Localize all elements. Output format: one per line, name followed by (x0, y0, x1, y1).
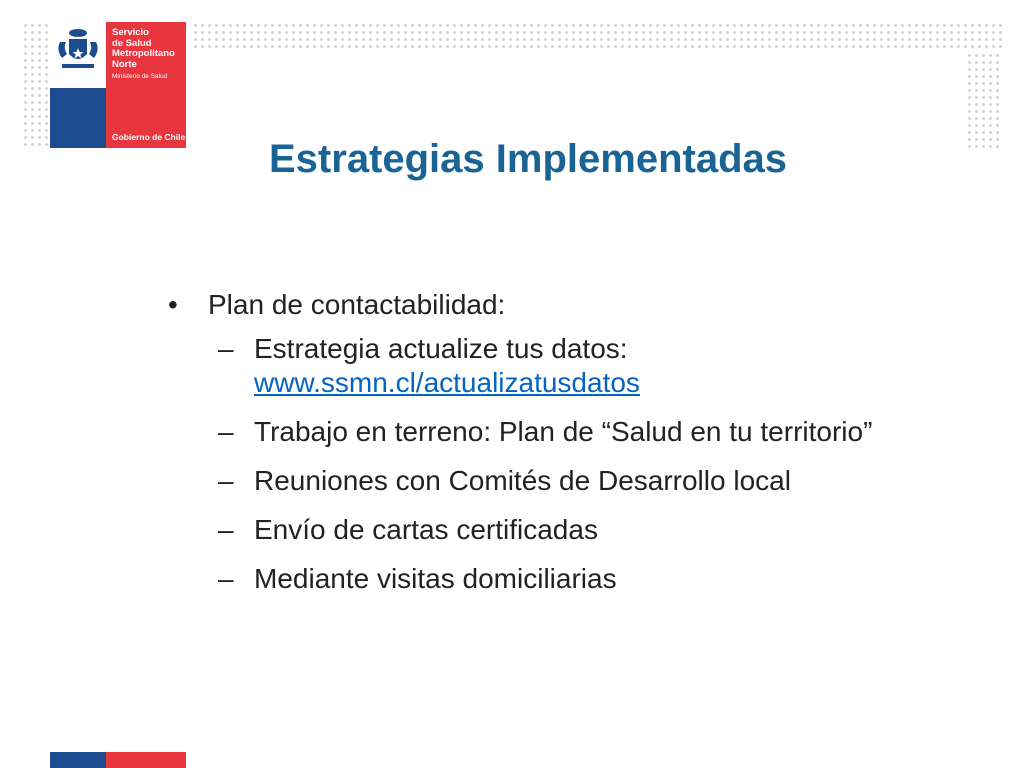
bullet-dot: • (168, 289, 178, 320)
sub-item (162, 415, 902, 449)
logo-blue-panel (50, 22, 106, 148)
sub-item (162, 332, 902, 400)
sub-item-dash: – (218, 465, 234, 496)
sub-list (162, 332, 902, 596)
sub-item-text: Estrategia actualize tus datos: (254, 333, 628, 364)
sub-item-dash: – (218, 514, 234, 545)
sub-item (162, 562, 902, 596)
sub-item-text: Mediante visitas domiciliarias (254, 563, 617, 594)
sub-item-text: Reuniones con Comités de Desarrollo local (254, 465, 791, 496)
coat-of-arms-icon (54, 28, 102, 72)
sub-item (162, 513, 902, 547)
logo-government: Gobierno de Chile (112, 132, 186, 142)
sub-item-text: Trabajo en terreno: Plan de “Salud en tu territorio” (254, 416, 873, 447)
sub-item (162, 464, 902, 498)
sub-item-dash: – (218, 416, 234, 447)
logo-service-name (112, 28, 175, 83)
sub-item-dash: – (218, 563, 234, 594)
logo-line-2: de Salud (112, 37, 152, 49)
footer-red-block (106, 752, 186, 768)
slide-title: Estrategias Implementadas (269, 137, 787, 181)
update-data-link[interactable]: www.ssmn.cl/actualizatusdatos (254, 367, 640, 398)
bullet-item (162, 288, 902, 322)
dotted-pattern-left (22, 22, 50, 148)
sub-item-dash: – (218, 333, 234, 364)
logo-white-band (50, 22, 106, 88)
logo-ministry: Ministerio de Salud (112, 73, 168, 80)
bullet-text: Plan de contactabilidad: (208, 289, 506, 320)
slide-body (162, 288, 902, 611)
ssmn-logo (50, 22, 186, 148)
logo-red-panel (106, 22, 186, 148)
logo-line-3: Metropolitano (112, 48, 175, 59)
logo-line-1: Servicio (112, 27, 149, 38)
dotted-pattern-top (192, 22, 1002, 52)
sub-item-text: Envío de cartas certificadas (254, 514, 598, 545)
logo-line-4: Norte (112, 58, 137, 70)
footer-blue-block (50, 752, 106, 768)
footer-flag-bar (50, 752, 186, 768)
